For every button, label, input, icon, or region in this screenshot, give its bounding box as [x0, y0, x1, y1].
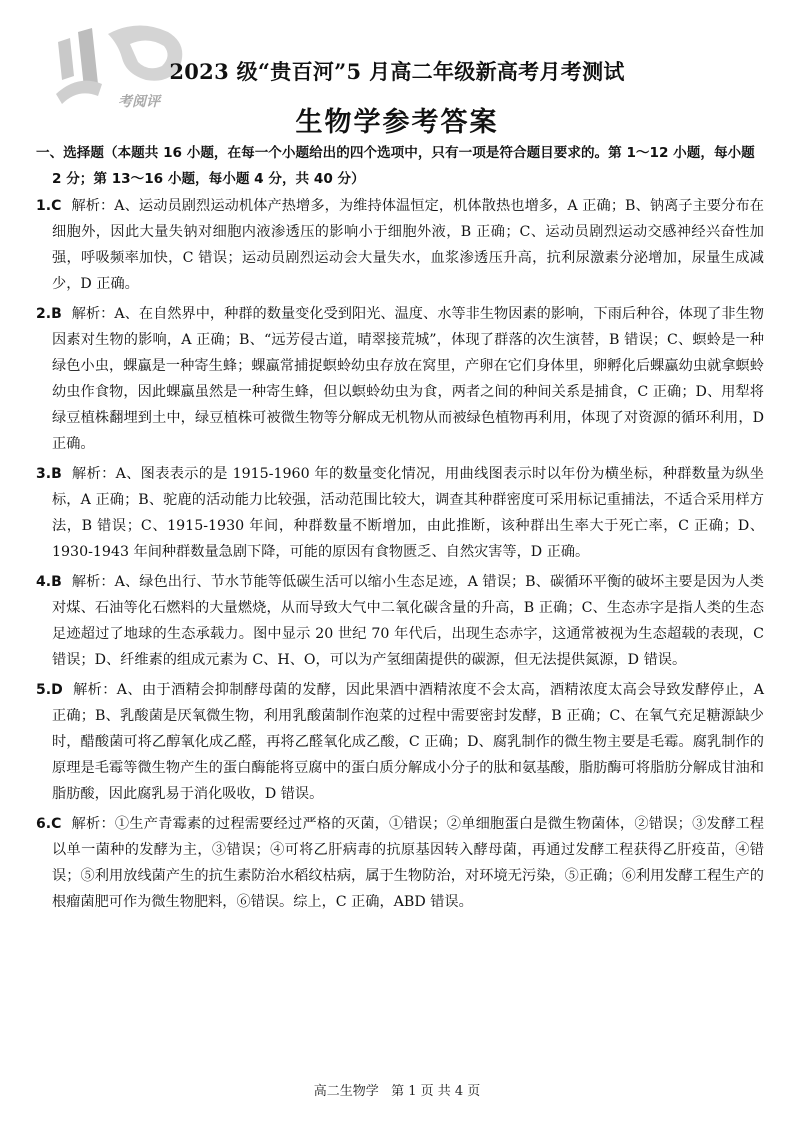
- question-item-6: [36, 811, 764, 915]
- question-number: 1.: [36, 198, 52, 214]
- question-answer: B: [51, 574, 62, 590]
- question-explanation: 解析：A、绿色出行、节水节能等低碳生活可以缩小生态足迹，A 错误；B、碳循环平衡的破坏主要是因为人类对煤、石油等化石燃料的大量燃烧，从而导致大气中二氧化碳含量的升高，B 正确；C、生态赤字是指人类的生态足迹超过了地球的生态承载力。图中显示 20 世纪 70 年代后，出现生态赤字，这通常被视为生态超载的表现，C 错误；D、纤维素的组成元素为 C、H、O，可以为产氢细菌提供的碳源，但无法提供氮源，D 错误。: [52, 574, 764, 668]
- exam-title: 2023 级“贵百河”5 月高二年级新高考月考测试: [169, 59, 625, 84]
- question-item-2: [36, 301, 764, 457]
- question-number: 4.: [36, 574, 52, 590]
- question-explanation: 解析：A、运动员剧烈运动机体产热增多，为维持体温恒定，机体散热也增多，A 正确；B、钠离子主要分布在细胞外，因此大量失钠对细胞内液渗透压的影响小于细胞外液，B 正确；C、运动员剧烈运动交感神经兴奋性加强，呼吸频率加快，C 错误；运动员剧烈运动会大量失水，血浆渗透压升高，抗利尿激素分泌增加，尿量生成减少，D 正确。: [52, 198, 764, 292]
- question-number: 2.: [36, 306, 52, 322]
- question-answer: C: [51, 198, 62, 214]
- page-title: 生物学参考答案: [295, 107, 499, 138]
- question-explanation: 解析：A、由于酒精会抑制酵母菌的发酵，因此果酒中酒精浓度不会太高，酒精浓度太高会导致发酵停止，A 正确；B、乳酸菌是厌氧微生物，利用乳酸菌制作泡菜的过程中需要密封发酵，B 正确；C、在氧气充足糖源缺少时，醋酸菌可将乙醇氧化成乙醛，再将乙醛氧化成乙酸，C 正确；D、腐乳制作的微生物主要是毛霉。腐乳制作的原理是毛霉等微生物产生的蛋白酶能将豆腐中的蛋白质分解成小分子的肽和氨基酸，脂肪酶可将脂肪分解成甘油和脂肪酸，因此腐乳易于消化吸收，D 错误。: [52, 682, 764, 802]
- question-number: 3.: [36, 466, 52, 482]
- question-item-5: [36, 677, 764, 807]
- answer-content: [36, 140, 764, 919]
- question-answer: B: [51, 306, 62, 322]
- question-explanation: 解析：A、图表表示的是 1915-1960 年的数量变化情况，用曲线图表示时以年份为横坐标，种群数量为纵坐标，A 正确；B、驼鹿的活动能力比较强，活动范围比较大，调查其种群密度可采用标记重捕法，不适合采用样方法，B 错误；C、1915-1930 年间，种群数量不断增加，由此推断，该种群出生率大于死亡率，C 正确；D、1930-1943 年间种群数量急剧下降，可能的原因有食物匮乏、自然灾害等，D 正确。: [52, 466, 764, 560]
- question-explanation: 解析：①生产青霉素的过程需要经过严格的灭菌，①错误；②单细胞蛋白是微生物菌体，②错误；③发酵工程以单一菌种的发酵为主，③错误；④可将乙肝病毒的抗原基因转入酵母菌，再通过发酵工程获得乙肝疫苗，④错误；⑤利用放线菌产生的抗生素防治水稻纹枯病，属于生物防治，对环境无污染，⑤正确；⑥利用发酵工程生产的根瘤菌肥可作为微生物肥料，⑥错误。综上，C 正确，ABD 错误。: [52, 816, 764, 910]
- section-heading: 一、选择题（本题共 16 小题，在每一个小题给出的四个选项中，只有一项是符合题目要求的。第 1～12 小题，每小题 2 分；第 13～16 小题，每小题 4 分，共 40 分）: [36, 145, 755, 187]
- question-number: 5.: [36, 682, 52, 698]
- question-answer: B: [51, 466, 62, 482]
- question-number: 6.: [36, 816, 52, 832]
- question-explanation: 解析：A、在自然界中，种群的数量变化受到阳光、温度、水等非生物因素的影响，下雨后种谷，体现了非生物因素对生物的影响，A 正确；B、“远芳侵古道，晴翠接荒城”，体现了群落的次生演替，B 错误；C、螟蛉是一种绿色小虫，蜾蠃是一种寄生蜂；蜾蠃常捕捉螟蛉幼虫存放在窝里，产卵在它们身体里，卵孵化后蜾蠃幼虫就拿螟蛉幼虫作食物，因此蜾蠃虽然是一种寄生蜂，但以螟蛉幼虫为食，两者之间的种间关系是捕食，C 正确；D、用犁将绿豆植株翻埋到土中，绿豆植株可被微生物等分解成无机物从而被绿色植物再利用，体现了对资源的循环利用，D 正确。: [52, 306, 764, 452]
- question-item-1: [36, 193, 764, 297]
- logo-text: 考阅评: [118, 94, 160, 110]
- question-answer: C: [51, 816, 62, 832]
- question-item-3: [36, 461, 764, 565]
- page-footer: 高二生物学 第 1 页 共 4 页: [313, 1084, 481, 1099]
- question-answer: D: [51, 682, 63, 698]
- question-item-4: [36, 569, 764, 673]
